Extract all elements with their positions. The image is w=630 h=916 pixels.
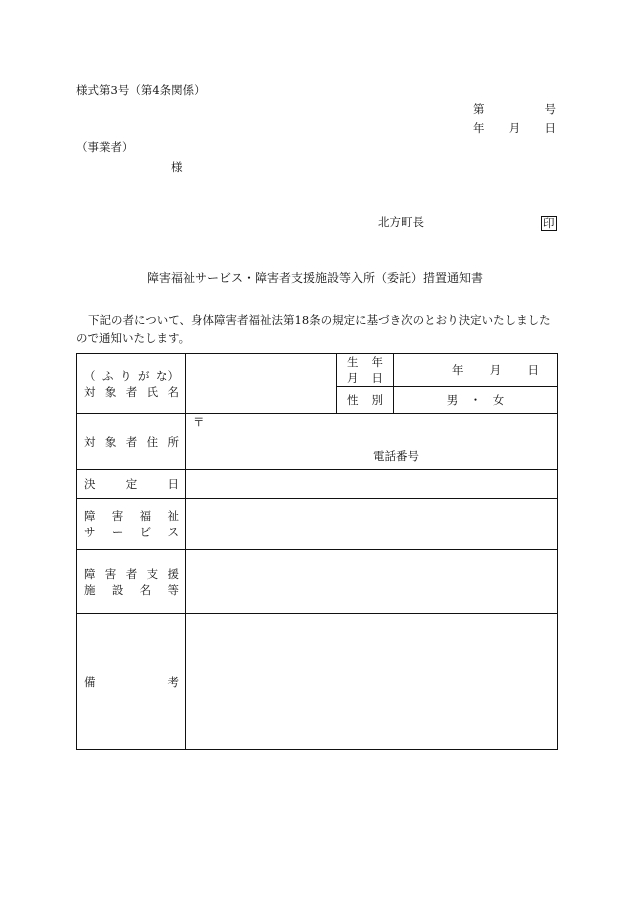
document-number [473,104,556,116]
issue-date-year: 年 [473,121,485,135]
address-label [84,434,179,450]
remarks-label-cell [77,614,186,750]
remarks-field[interactable] [186,614,558,750]
label-char: 害 [104,566,117,581]
service-label-line1 [84,508,179,524]
birth-label-top [347,354,383,370]
birth-month-mark: 月 [489,363,502,377]
label-char: 施 [84,582,96,597]
label-char: 祉 [167,509,179,523]
label-char: 象 [104,434,117,449]
facility-label-cell [77,550,186,614]
label-char: 対 [84,384,96,399]
birth-label-cell [337,354,394,387]
label-char: 決 [84,477,96,491]
service-field[interactable] [186,499,558,550]
issue-date [473,123,556,135]
recipient-label: （事業者） [76,140,134,154]
label-char: 者 [125,434,138,449]
remarks-label [84,674,179,690]
label-char: 定 [125,477,138,491]
address-field[interactable] [186,414,558,470]
sex-label [347,392,383,408]
label-char: 等 [167,582,179,597]
label-char: 日 [167,477,179,491]
notice-paragraph: 下記の者について、身体障害者福祉法第18条の規定に基づき次のとおり決定いたしましたので通知いたします。 [76,313,551,345]
label-char: 害 [111,509,124,523]
label-char: 福 [139,509,152,523]
service-label-line2 [84,524,179,540]
label-char: ー [111,525,124,539]
birth-label-bottom [347,370,383,386]
label-char: 日 [371,371,383,385]
label-char: 者 [125,566,138,581]
label-char: 障 [84,566,96,581]
postal-mark: 〒 [193,415,205,429]
sex-field[interactable] [394,387,558,414]
phone-label: 電話番号 [373,449,419,463]
label-char: 名 [167,384,179,399]
issuer-name: 北方町長 [378,215,424,229]
furigana-label [84,368,179,384]
name-label-cell [77,354,186,414]
furigana-char: な） [156,368,179,383]
label-char: 所 [167,434,179,449]
address-label-cell [77,414,186,470]
label-char: ビ [139,525,152,539]
sex-label-cell [337,387,394,414]
facility-label-line2 [84,582,179,598]
document-number-suffix: 号 [544,102,556,116]
seal-mark: 印 [543,216,555,230]
label-char: 備 [84,674,96,689]
label-char: ス [167,525,179,539]
label-char: サ [84,525,96,539]
issue-date-month: 月 [508,121,521,135]
birth-date-field[interactable] [394,354,558,387]
facility-field[interactable] [186,550,558,614]
issue-date-day: 日 [544,121,556,135]
furigana-char: （ [84,368,96,383]
service-label-cell [77,499,186,550]
label-char: 支 [146,566,159,581]
label-char: 氏 [146,384,159,399]
label-char: 名 [139,582,152,597]
label-char: 住 [146,434,159,449]
recipient-honorific: 様 [171,160,183,174]
birth-year-mark: 年 [452,363,464,377]
name-label [84,384,179,400]
notice-form-table [76,353,558,750]
furigana-char: ふ [102,368,114,383]
document-number-prefix: 第 [473,102,485,116]
document-title: 障害福祉サービス・障害者支援施設等入所（委託）措置通知書 [146,271,484,285]
label-char: 者 [125,384,138,399]
label-char: 性 [347,393,359,407]
label-char: 考 [167,674,179,689]
label-char: 象 [104,384,117,399]
birth-date-placeholder [394,362,557,378]
furigana-char: り [120,368,132,383]
birth-day-mark: 日 [527,363,539,377]
furigana-char: が [138,368,150,383]
name-value-field[interactable] [186,354,337,414]
facility-label-line1 [84,566,179,582]
sex-options: 男 ・ 女 [446,393,505,407]
label-char: 対 [84,434,96,449]
label-char: 生 [347,355,359,369]
label-char: 援 [167,566,179,581]
decision-date-field[interactable] [186,470,558,499]
decision-date-label-cell [77,470,186,499]
form-number: 様式第3号（第4条関係） [76,83,206,97]
label-char: 障 [84,509,96,523]
decision-date-label [84,476,179,492]
label-char: 別 [371,393,383,407]
label-char: 年 [371,355,383,369]
label-char: 月 [347,371,359,385]
label-char: 設 [111,582,124,597]
